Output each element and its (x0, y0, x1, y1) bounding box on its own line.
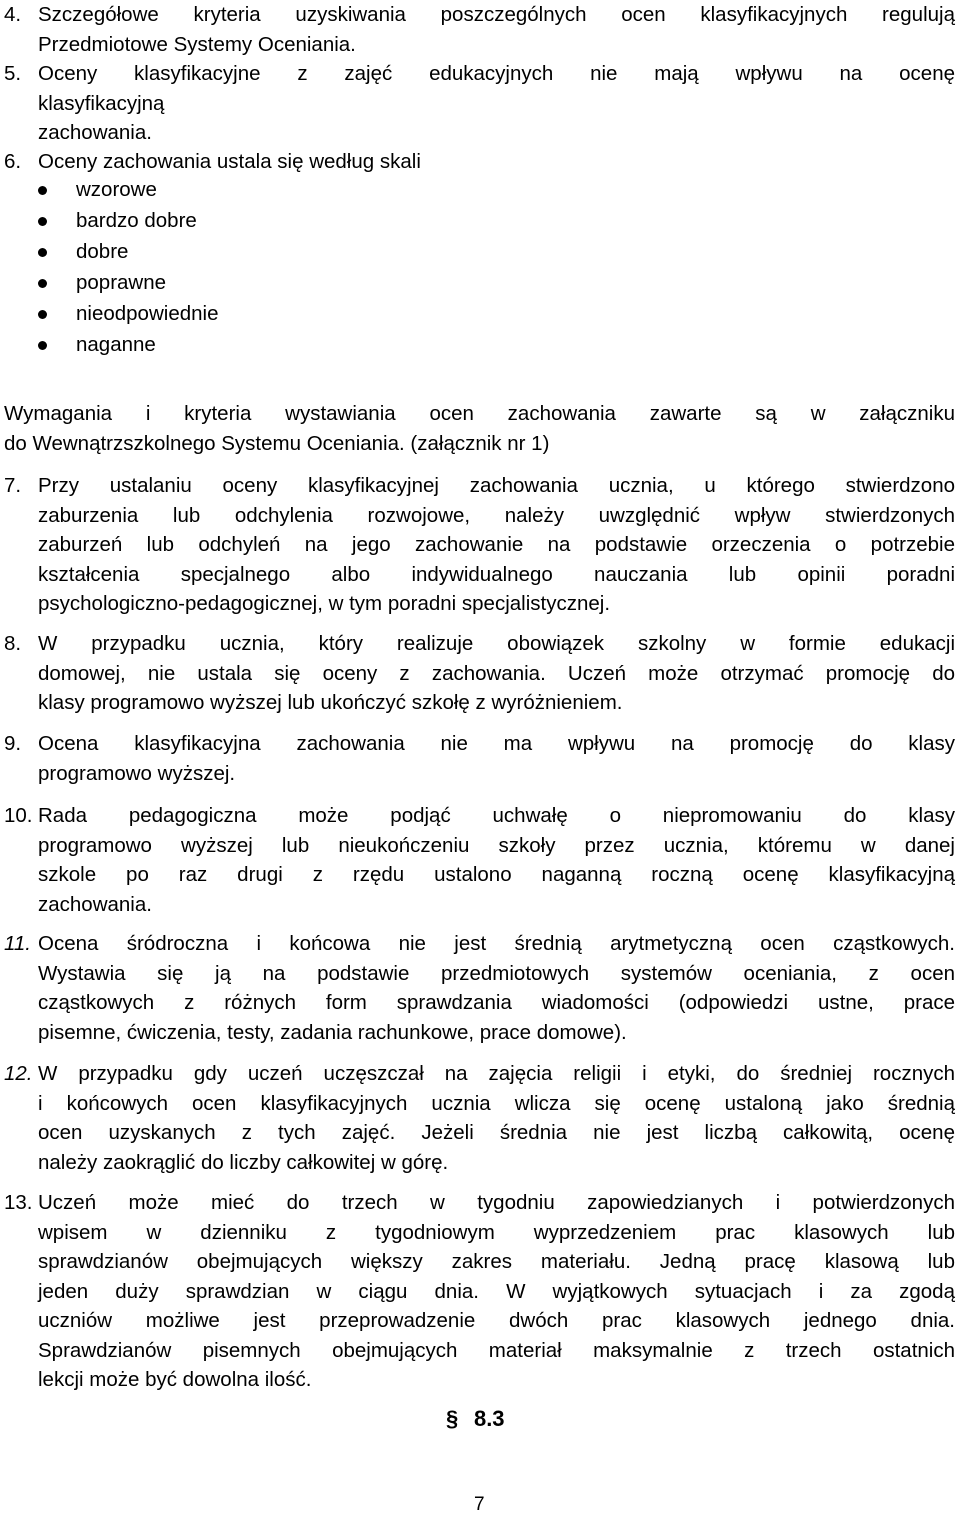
item-number: 9. (4, 732, 22, 755)
section-number: 8.3 (473, 1406, 505, 1431)
item-line: i końcowych ocen klasyfikacyjnych ucznia wlicza się ocenę ustaloną jako średnią (38, 1091, 955, 1115)
item-line: klasyfikacyjną (38, 91, 165, 115)
item-number: 7. (4, 474, 22, 497)
item-line: zaburzenia lub odchylenia rozwojowe, należy uwzględnić wpływ stwierdzonych (38, 503, 955, 527)
item-line: uczniów możliwe jest przeprowadzenie dwóch prac klasowych jednego dnia. (38, 1309, 955, 1332)
grading-scale-list: wzorowe bardzo dobre dobre poprawne nieodpowiednie naganne (0, 174, 960, 364)
item-number: 4. (4, 3, 22, 26)
item-line: cząstkowych z różnych form sprawdzania wiadomości (odpowiedzi ustne, prace (38, 991, 955, 1014)
item-number: 6. (4, 150, 22, 173)
item-line: Oceny zachowania ustala się według skali (38, 150, 421, 173)
item-line: W przypadku ucznia, który realizuje obowiązek szkolny w formie edukacji (38, 632, 955, 655)
bullet-icon (38, 341, 47, 350)
list-item (0, 0, 960, 60)
item-line: programowo wyższej lub nieukończeniu szkoły przez ucznia, któremu w danej (38, 833, 955, 857)
item-line: klasy programowo wyższej lub ukończyć szkołę z wyróżnieniem. (38, 691, 623, 714)
item-line: W przypadku gdy uczeń uczęszczał na zajęcia religii i etyki, do średniej rocznych (38, 1062, 955, 1085)
item-line: Rada pedagogiczna może podjąć uchwałę o niepromowaniu do klasy (38, 804, 955, 827)
item-line: zaburzeń lub odchyleń na jego zachowanie na podstawie orzeczenia o potrzebie (38, 533, 955, 556)
item-line: Uczeń może mieć do trzech w tygodniu zapowiedzianych i potwierdzonych (38, 1191, 955, 1214)
item-line: zachowania. (38, 892, 152, 916)
item-number: 13. (4, 1191, 33, 1214)
item-line: jeden duży sprawdzian w ciągu dnia. W wyjątkowych sytuacjach i za zgodą (38, 1279, 955, 1303)
attachment-note (4, 399, 955, 458)
item-line: Przy ustalaniu oceny klasyfikacyjnej zachowania ucznia, u którego stwierdzono (38, 474, 955, 497)
item-line: pisemne, ćwiczenia, testy, zadania rachunkowe, prace domowe). (38, 1020, 627, 1044)
bullet-icon (38, 217, 47, 226)
note-line: do Wewnątrzszkolnego Systemu Oceniania. (załącznik nr 1) (4, 431, 550, 455)
item-line: Ocena klasyfikacyjna zachowania nie ma wpływu na promocję do klasy (38, 732, 955, 755)
item-number: 12. (4, 1062, 33, 1085)
item-line: programowo wyższej. (38, 761, 236, 785)
item-line: Oceny klasyfikacyjne z zajęć edukacyjnych nie mają wpływu na ocenę (38, 62, 955, 85)
section-symbol: § (446, 1406, 459, 1431)
section-heading (446, 1401, 505, 1437)
item-line: należy zaokrąglić do liczby całkowitej w górę. (38, 1150, 449, 1174)
bullet-icon (38, 310, 47, 319)
item-line: wpisem w dzienniku z tygodniowym wyprzedzeniem prac klasowych lub (38, 1220, 955, 1244)
item-line: psychologiczno-pedagogicznej, w tym poradni specjalistycznej. (38, 592, 611, 615)
page-number: 7 (474, 1494, 485, 1515)
note-line: Wymagania i kryteria wystawiania ocen zachowania zawarte są w załączniku (4, 402, 955, 425)
item-line: lekcji może być dowolna ilość. (38, 1368, 312, 1391)
item-number: 5. (4, 62, 22, 85)
list-item (0, 59, 960, 149)
item-line: Szczegółowe kryteria uzyskiwania poszczególnych ocen klasyfikacyjnych regulują (38, 3, 955, 26)
item-number: 11. (4, 932, 31, 955)
bullet-icon (38, 186, 47, 195)
item-line: Sprawdzianów pisemnych obejmujących materiał maksymalnie z trzech ostatnich (38, 1338, 955, 1362)
item-line: kształcenia specjalnego albo indywidualnego nauczania lub opinii poradni (38, 562, 955, 586)
bullet-icon (38, 279, 47, 288)
item-line: szkole po raz drugi z rzędu ustalono naganną roczną ocenę klasyfikacyjną (38, 863, 955, 886)
item-number: 8. (4, 632, 22, 655)
item-line: sprawdzianów obejmujących większy zakres materiału. Jedną pracę klasową lub (38, 1250, 955, 1273)
item-line: Ocena śródroczna i końcowa nie jest średnią arytmetyczną ocen cząstkowych. (38, 932, 955, 955)
item-line: domowej, nie ustala się oceny z zachowania. Uczeń może otrzymać promocję do (38, 661, 955, 685)
item-line: Przedmiotowe Systemy Oceniania. (38, 32, 356, 56)
item-line: Wystawia się ją na podstawie przedmiotowych systemów oceniania, z ocen (38, 961, 955, 985)
list-item (0, 147, 960, 177)
item-line: zachowania. (38, 121, 152, 144)
bullet-icon (38, 248, 47, 257)
item-number: 10. (4, 804, 33, 827)
item-line: ocen uzyskanych z tych zajęć. Jeżeli średnia nie jest liczbą całkowitą, ocenę (38, 1121, 955, 1144)
